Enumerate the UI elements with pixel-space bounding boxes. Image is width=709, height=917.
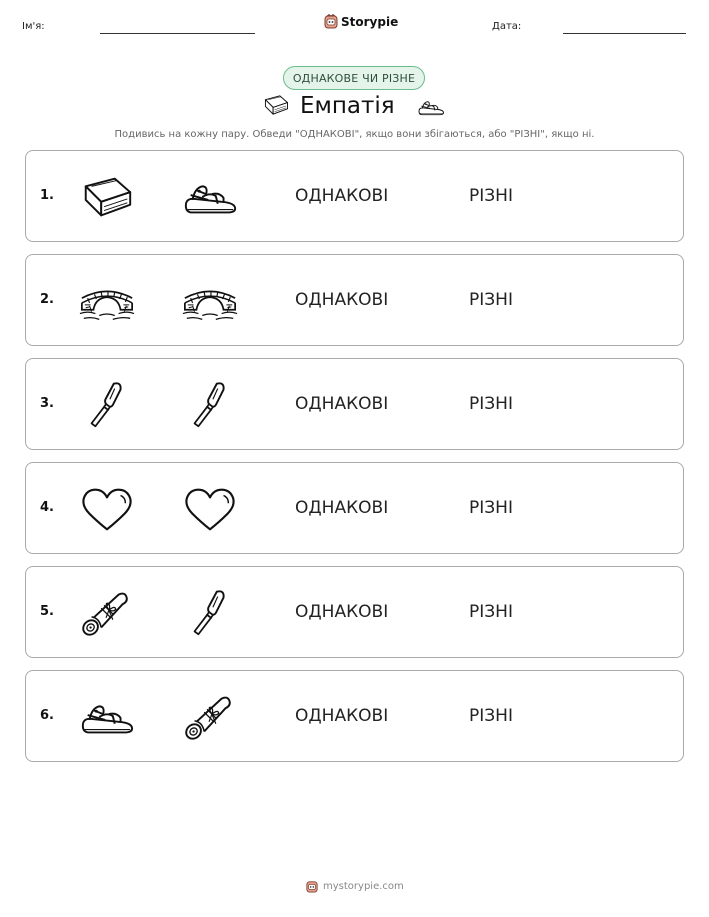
date-label: Дата: xyxy=(492,21,522,32)
pair-number: 5. xyxy=(40,604,54,619)
pair-card xyxy=(25,566,684,658)
same-option[interactable]: ОДНАКОВІ xyxy=(295,498,389,518)
chisel-icon xyxy=(181,380,239,430)
scroll-icon xyxy=(181,692,239,742)
pair-number: 1. xyxy=(40,188,54,203)
same-option[interactable]: ОДНАКОВІ xyxy=(295,602,389,622)
footer-url[interactable]: mystorypie.com xyxy=(323,881,404,892)
sandal-icon xyxy=(78,692,136,742)
date-field[interactable] xyxy=(563,33,686,34)
bridge-icon xyxy=(78,276,136,326)
heart-icon xyxy=(181,484,239,534)
pair-number: 4. xyxy=(40,500,54,515)
book-icon xyxy=(78,172,136,222)
name-label: Ім'я: xyxy=(22,21,45,32)
different-option[interactable]: РІЗНІ xyxy=(469,186,513,206)
same-option[interactable]: ОДНАКОВІ xyxy=(295,394,389,414)
chisel-icon xyxy=(181,588,239,638)
page-title: Емпатія xyxy=(300,93,395,119)
scroll-icon xyxy=(78,588,136,638)
book-icon xyxy=(261,93,291,117)
different-option[interactable]: РІЗНІ xyxy=(469,498,513,518)
different-option[interactable]: РІЗНІ xyxy=(469,290,513,310)
pair-card xyxy=(25,254,684,346)
brand-logo xyxy=(324,14,398,29)
instructions: Подивись на кожну пару. Обведи "ОДНАКОВІ", якщо вони збігаються, або "РІЗНІ", якщо ні. xyxy=(114,129,595,140)
storypie-mascot-icon xyxy=(324,14,338,29)
category-badge: ОДНАКОВЕ ЧИ РІЗНЕ xyxy=(283,66,425,90)
sandal-icon xyxy=(181,172,239,222)
heart-icon xyxy=(78,484,136,534)
pair-card xyxy=(25,670,684,762)
same-option[interactable]: ОДНАКОВІ xyxy=(295,290,389,310)
pair-number: 6. xyxy=(40,708,54,723)
same-option[interactable]: ОДНАКОВІ xyxy=(295,186,389,206)
bridge-icon xyxy=(181,276,239,326)
pair-number: 3. xyxy=(40,396,54,411)
different-option[interactable]: РІЗНІ xyxy=(469,706,513,726)
brand-name: Storypie xyxy=(341,14,399,29)
pair-card xyxy=(25,462,684,554)
name-field[interactable] xyxy=(100,33,255,34)
same-option[interactable]: ОДНАКОВІ xyxy=(295,706,389,726)
pair-card xyxy=(25,358,684,450)
pair-card xyxy=(25,150,684,242)
sandal-icon xyxy=(415,95,447,119)
pair-number: 2. xyxy=(40,292,54,307)
different-option[interactable]: РІЗНІ xyxy=(469,602,513,622)
different-option[interactable]: РІЗНІ xyxy=(469,394,513,414)
storypie-mascot-icon xyxy=(306,880,318,893)
footer xyxy=(306,880,404,893)
chisel-icon xyxy=(78,380,136,430)
